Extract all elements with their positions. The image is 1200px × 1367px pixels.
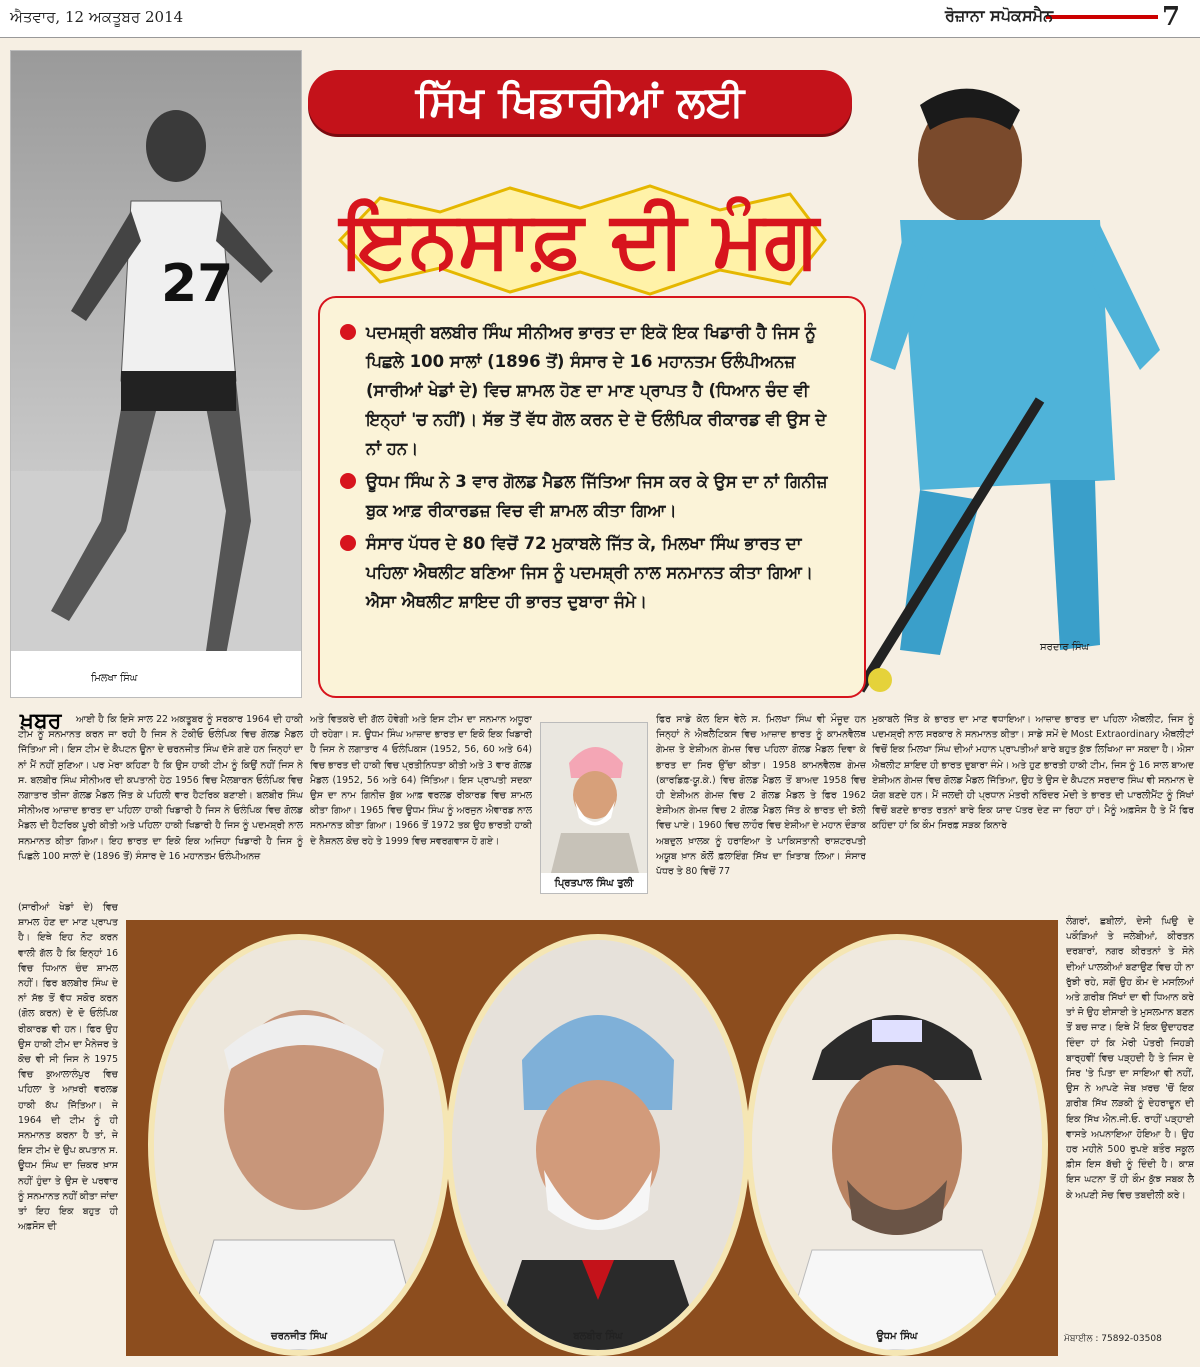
- balbir-portrait: [446, 934, 750, 1356]
- header-date: ਐਤਵਾਰ, 12 ਅਕਤੂਬਰ 2014: [10, 8, 184, 26]
- pritpal-photo: [540, 722, 648, 894]
- bullet-icon: [340, 473, 356, 489]
- charanjit-portrait: [148, 934, 450, 1356]
- udham-portrait: [746, 934, 1048, 1356]
- author-mobile: ਮੋਬਾਈਲ : 75892-03508: [1064, 1334, 1162, 1344]
- bullet-icon: [340, 535, 356, 551]
- headline-line2: ਇਨਸਾਫ਼ ਦੀ ਮੰਗ: [341, 195, 819, 285]
- header-page-number: 7: [1162, 2, 1181, 32]
- udham-caption: ਊਧਮ ਸਿੰਘ: [876, 1331, 918, 1342]
- article-col1-top: ਆਈ ਹੈ ਕਿ ਇਸੇ ਸਾਲ 22 ਅਕਤੂਬਰ ਨੂੰ ਸਰਕਾਰ 1964 ਦੀ ਹਾਕੀ ਟੀਮ ਨੂੰ ਸਨਮਾਨਤ ਕਰਨ ਜਾ ਰਹੀ ਹੈ ਜਿਸ ਨੇ ਟੋਕੀਓ ਓਲੰਪਿਕ ਵਿਚ ਗੋਲਡ ਮੈਡਲ ਜਿੱਤਿਆ ਸੀ। ਇਸ ਟੀਮ ਦੇ ਕੈਪਟਨ ਊਨਾ ਦੇ ਚਰਨਜੀਤ ਸਿੰਘ ਦੱਸੇ ਗਏ ਹਨ ਜਿਨ੍ਹਾਂ ਦਾ ਨਾਂ ਮੈਂ ਨਹੀਂ ਸੁਣਿਆ। ਪਰ ਮੇਰਾ ਕਹਿਣਾ ਹੈ ਕਿ ਉਸ ਹਾਕੀ ਟੀਮ ਨੂੰ ਕਿਉਂ ਨਹੀਂ ਜਿਸ ਨੇ ਸ. ਬਲਬੀਰ ਸਿੰਘ ਸੀਨੀਅਰ ਦੀ ਕਪਤਾਨੀ ਹੇਠ 1956 ਵਿਚ ਮੈਲਬਾਰਨ ਓਲੰਪਿਕ ਵਿਚ ਲਗਾਤਾਰ ਤੀਜਾ ਗੋਲਡ ਮੈਡਲ ਜਿੱਤ ਕੇ ਪਹਿਲੀ ਵਾਰ ਹੈਟਰਿਕ ਬਣਾਈ। ਬਲਬੀਰ ਸਿੰਘ ਸੀਨੀਅਰ ਆਜ਼ਾਦ ਭਾਰਤ ਦਾ ਪਹਿਲਾ ਹਾਕੀ ਖਿਡਾਰੀ ਹੈ ਜਿਸ ਨੇ ਓਲੰਪਿਕ ਵਿਚ ਗੋਲਡ ਮੈਡਲ ਦੀ ਹੈਟਰਿਕ ਪੂਰੀ ਕੀਤੀ ਅਤੇ ਪਹਿਲਾ ਹਾਕੀ ਖਿਡਾਰੀ ਹੈ ਜਿਸ ਨੂੰ ਪਦਮਸ਼੍ਰੀ ਨਾਲ ਸਨਮਾਨਤ ਕੀਤਾ ਗਿਆ। ਇਹ ਭਾਰਤ ਦਾ ਇਕੋ ਇਕ ਅਜਿਹਾ ਖਿਡਾਰੀ ਹੈ ਜਿਸ ਨੂੰ ਪਿਛਲੇ 100 ਸਾਲਾਂ ਦੇ (1896 ਤੋਂ) ਸੰਸਾਰ ਦੇ 16 ਮਹਾਨਤਮ ਓਲੰਪੀਅਨਜ਼: [18, 714, 303, 862]
- sardar-photo: [860, 50, 1196, 700]
- runner-figure: [11, 51, 302, 698]
- article-col1-narrow: (ਸਾਰੀਆਂ ਖੇਡਾਂ ਦੇ) ਵਿਚ ਸ਼ਾਮਲ ਹੋਣ ਦਾ ਮਾਣ ਪ੍ਰਾਪਤ ਹੈ। ਇਥੇ ਇਹ ਨੋਟ ਕਰਨ ਵਾਲੀ ਗੱਲ ਹੈ ਕਿ ਇਨ੍ਹਾਂ 16 ਵਿਚ ਧਿਆਨ ਚੰਦ ਸ਼ਾਮਲ ਨਹੀਂ। ਫਿਰ ਬਲਬੀਰ ਸਿੰਘ ਦੇ ਨਾਂ ਸੱਭ ਤੋਂ ਵੱਧ ਸਕੋਰ ਕਰਨ (ਗੋਲ ਕਰਨ) ਦੇ ਦੋ ਓਲੰਪਿਕ ਰੀਕਾਰਡ ਵੀ ਹਨ। ਫਿਰ ਉਹ ਉਸ ਹਾਕੀ ਟੀਮ ਦਾ ਮੈਨੇਜਰ ਤੇ ਕੋਚ ਵੀ ਸੀ ਜਿਸ ਨੇ 1975 ਵਿਚ ਕੁਆਲਾਲੰਪੁਰ ਵਿਚ ਪਹਿਲਾ ਤੇ ਆਖ਼ਰੀ ਵਰਲਡ ਹਾਕੀ ਕੱਪ ਜਿੱਤਿਆ। ਜੇ 1964 ਦੀ ਟੀਮ ਨੂੰ ਹੀ ਸਨਮਾਨਤ ਕਰਨਾ ਹੈ ਤਾਂ, ਜੇ ਇਸ ਟੀਮ ਦੇ ਉਪ ਕਪਤਾਨ ਸ. ਊਧਮ ਸਿੰਘ ਦਾ ਜ਼ਿਕਰ ਖ਼ਾਸ ਨਹੀਂ ਹੁੰਦਾ ਤੇ ਉਸ ਦੇ ਪਰਵਾਰ ਨੂੰ ਸਨਮਾਨਤ ਨਹੀਂ ਕੀਤਾ ਜਾਂਦਾ ਤਾਂ ਇਹ ਇਕ ਬਹੁਤ ਹੀ ਅਫ਼ਸੋਸ ਦੀ: [18, 902, 118, 1233]
- charanjit-caption: ਚਰਨਜੀਤ ਸਿੰਘ: [271, 1331, 327, 1342]
- highlight-box: [318, 296, 866, 698]
- hockey-player-figure: [860, 50, 1196, 700]
- balbir-figure: [452, 940, 744, 1350]
- header-paper-name: ਰੋਜ਼ਾਨਾ ਸਪੋਕਸਮੈਨ: [945, 6, 1054, 25]
- milkha-caption: ਮਿਲਖਾ ਸਿੰਘ: [91, 673, 138, 684]
- highlight-item: ਊਧਮ ਸਿੰਘ ਨੇ 3 ਵਾਰ ਗੋਲਡ ਮੈਡਲ ਜਿੱਤਿਆ ਜਿਸ ਕਰ ਕੇ ਉਸ ਦਾ ਨਾਂ ਗਿਨੀਜ਼ ਬੁਕ ਆਫ਼ ਰੀਕਾਰਡਜ਼ ਵਿਚ ਵੀ ਸ਼ਾਮਲ ਕੀਤਾ ਗਿਆ।: [340, 467, 844, 525]
- article-col4-narrow: ਲੰਗਰਾਂ, ਛਬੀਲਾਂ, ਦੇਸੀ ਘਿਉ ਦੇ ਪਕੌੜਿਆਂ ਤੇ ਜਲੇਬੀਆਂ, ਕੀਰਤਨ ਦਰਬਾਰਾਂ, ਨਗਰ ਕੀਰਤਨਾਂ ਤੇ ਸੋਨੇ ਦੀਆਂ ਪਾਲਕੀਆਂ ਬਣਾਉਣ ਵਿਚ ਹੀ ਨਾ ਰੁੱਝੀ ਰਹੇ, ਸਗੋਂ ਉਹ ਕੌਮ ਦੇ ਮਸਲਿਆਂ ਅਤੇ ਗ਼ਰੀਬ ਸਿੱਖਾਂ ਦਾ ਵੀ ਧਿਆਨ ਕਰੇ ਤਾਂ ਜੋ ਉਹ ਈਸਾਈ ਤੇ ਮੁਸਲਮਾਨ ਬਣਨ ਤੋਂ ਬਚ ਜਾਣ। ਇਥੇ ਮੈਂ ਇਕ ਉਦਾਹਰਣ ਦਿੰਦਾ ਹਾਂ ਕਿ ਮੇਰੀ ਪੋਤਰੀ ਜਿਹੜੀ ਬਾਰ੍ਹਵੀਂ ਵਿਚ ਪੜ੍ਹਦੀ ਹੈ ਤੇ ਜਿਸ ਦੇ ਸਿਰ 'ਤੇ ਪਿਤਾ ਦਾ ਸਾਇਆ ਵੀ ਨਹੀਂ, ਉਸ ਨੇ ਆਪਣੇ ਜੇਬ ਖ਼ਰਚ 'ਚੋਂ ਇਕ ਗ਼ਰੀਬ ਸਿੱਖ ਲੜਕੀ ਨੂੰ ਦੇਹਰਾਦੂਨ ਦੀ ਇਕ ਸਿੱਖ ਐਨ.ਜੀ.ਓ. ਰਾਹੀਂ ਪੜ੍ਹਾਈ ਵਾਸਤੇ ਅਪਨਾਇਆ ਹੋਇਆ ਹੈ। ਉਹ ਹਰ ਮਹੀਨੇ 500 ਰੁਪਏ ਬਤੌਰ ਸਕੂਲ ਫ਼ੀਸ ਇਸ ਬੱਚੀ ਨੂੰ ਦਿੰਦੀ ਹੈ। ਕਾਸ਼ ਇਸ ਘਟਨਾ ਤੋਂ ਹੀ ਕੌਮ ਕੁੱਝ ਸਬਕ ਲੈ ਕੇ ਅਪਣੀ ਸੋਚ ਵਿਚ ਤਬਦੀਲੀ ਕਰੇ।: [1066, 916, 1194, 1201]
- headline-main: [320, 180, 840, 300]
- milkha-photo: [10, 50, 302, 698]
- highlight-item: ਪਦਮਸ਼੍ਰੀ ਬਲਬੀਰ ਸਿੰਘ ਸੀਨੀਅਰ ਭਾਰਤ ਦਾ ਇਕੋ ਇਕ ਖਿਡਾਰੀ ਹੈ ਜਿਸ ਨੂੰ ਪਿਛਲੇ 100 ਸਾਲਾਂ (1896 ਤੋਂ) ਸੰਸਾਰ ਦੇ 16 ਮਹਾਨਤਮ ਓਲੰਪੀਅਨਜ਼ (ਸਾਰੀਆਂ ਖੇਡਾਂ ਦੇ) ਵਿਚ ਸ਼ਾਮਲ ਹੋਣ ਦਾ ਮਾਣ ਪ੍ਰਾਪਤ ਹੈ (ਧਿਆਨ ਚੰਦ ਵੀ ਇਨ੍ਹਾਂ 'ਚ ਨਹੀਂ)। ਸੱਭ ਤੋਂ ਵੱਧ ਗੋਲ ਕਰਨ ਦੇ ਦੋ ਓਲੰਪਿਕ ਰੀਕਾਰਡ ਵੀ ਉਸ ਦੇ ਨਾਂ ਹਨ।: [340, 318, 844, 463]
- udham-figure: [752, 940, 1042, 1350]
- article-col4: ਮੁਕਾਬਲੇ ਜਿੱਤ ਕੇ ਭਾਰਤ ਦਾ ਮਾਣ ਵਧਾਇਆ। ਆਜ਼ਾਦ ਭਾਰਤ ਦਾ ਪਹਿਲਾ ਐਥਲੀਟ, ਜਿਸ ਨੂੰ ਪਦਮਸ਼੍ਰੀ ਨਾਲ ਸਰਕਾਰ ਨੇ ਸਨਮਾਨਤ ਕੀਤਾ। ਸਾਡੇ ਸਮੇਂ ਦੇ Most Extraordinary ਐਥਲੀਟਾਂ ਵਿਚੋਂ ਇਕ ਮਿਲਖਾ ਸਿੰਘ ਦੀਆਂ ਮਹਾਨ ਪ੍ਰਾਪਤੀਆਂ ਬਾਰੇ ਬਹੁਤ ਕੁੱਝ ਲਿਖਿਆ ਜਾ ਸਕਦਾ ਹੈ। ਐਸਾ ਐਥਲੀਟ ਸ਼ਾਇਦ ਹੀ ਭਾਰਤ ਦੁਬਾਰਾ ਜੰਮੇ। ਅਤੇ ਹੁਣ ਭਾਰਤੀ ਹਾਕੀ ਟੀਮ, ਜਿਸ ਨੂੰ 16 ਸਾਲ ਬਾਅਦ ਏਸ਼ੀਅਨ ਗੇਮਜ਼ ਵਿਚ ਗੋਲਡ ਮੈਡਲ ਜਿੱਤਿਆ, ਉਹ ਤੇ ਉਸ ਦੇ ਕੈਪਟਨ ਸਰਦਾਰ ਸਿੰਘ ਵੀ ਸਨਮਾਨ ਦੇ ਯੋਗ ਬਣਦੇ ਹਨ। ਮੈਂ ਜਲਦੀ ਹੀ ਪ੍ਰਧਾਨ ਮੰਤਰੀ ਨਰਿੰਦਰ ਮੋਦੀ ਤੇ ਭਾਰਤ ਦੀ ਪਾਰਲੀਮੈਂਟ ਨੂੰ ਸਿੱਖਾਂ ਵਿਚੋਂ ਬਣਦੇ ਭਾਰਤ ਰਤਨਾਂ ਬਾਰੇ ਇਕ ਯਾਦ ਪੱਤਰ ਦੇਣ ਜਾ ਰਿਹਾ ਹਾਂ। ਮੈਨੂੰ ਅਫ਼ਸੋਸ ਹੈ ਤੇ ਮੈਂ ਫਿਰ ਕਹਿੰਦਾ ਹਾਂ ਕਿ ਕੌਮ ਸਿਰਫ਼ ਸੜਕ ਕਿਨਾਰੇ: [872, 714, 1194, 832]
- article-kicker: ਖ਼ਬਰ: [20, 708, 62, 734]
- bullet-icon: [340, 324, 356, 340]
- pritpal-caption: ਪ੍ਰਿਤਪਾਲ ਸਿੰਘ ਤੁਲੀ: [554, 878, 634, 889]
- header-accent-bar: [1046, 15, 1158, 19]
- pritpal-figure: [541, 723, 648, 873]
- svg-text:27: 27: [161, 254, 234, 314]
- article-col2: ਅਤੇ ਵਿਤਕਰੇ ਦੀ ਗੱਲ ਹੋਵੇਗੀ ਅਤੇ ਇਸ ਟੀਮ ਦਾ ਸਨਮਾਨ ਅਧੂਰਾ ਹੀ ਰਹੇਗਾ। ਸ. ਊਧਮ ਸਿੰਘ ਆਜ਼ਾਦ ਭਾਰਤ ਦਾ ਇਕੋ ਇਕ ਖਿਡਾਰੀ ਹੈ ਜਿਸ ਨੇ ਲਗਾਤਾਰ 4 ਓਲੰਪਿਕਸ (1952, 56, 60 ਅਤੇ 64) ਵਿਚ ਭਾਰਤ ਦੀ ਹਾਕੀ ਵਿਚ ਪ੍ਰਤੀਨਿਧਤਾ ਕੀਤੀ ਅਤੇ 3 ਵਾਰ ਗੋਲਡ ਮੈਡਲ (1952, 56 ਅਤੇ 64) ਜਿੱਤਿਆ। ਇਸ ਪ੍ਰਾਪਤੀ ਸਦਕਾ ਉਸ ਦਾ ਨਾਮ ਗਿਨੀਜ਼ ਬੁੱਕ ਆਫ਼ ਵਰਲਡ ਰੀਕਾਰਡ ਵਿਚ ਸ਼ਾਮਲ ਕੀਤਾ ਗਿਆ। 1965 ਵਿਚ ਊਧਮ ਸਿੰਘ ਨੂੰ ਅਰਜੁਨ ਐਵਾਰਡ ਨਾਲ ਸਨਮਾਨਤ ਕੀਤਾ ਗਿਆ। 1966 ਤੋਂ 1972 ਤਕ ਉਹ ਭਾਰਤੀ ਹਾਕੀ ਦੇ ਨੈਸ਼ਨਲ ਕੋਚ ਰਹੇ ਤੇ 1999 ਵਿਚ ਸਵਰਗਵਾਸ ਹੋ ਗਏ।: [310, 714, 532, 847]
- headline-banner: ਸਿੱਖ ਖਿਡਾਰੀਆਂ ਲਈ: [308, 70, 852, 134]
- portrait-panel: [126, 920, 1058, 1356]
- article-col3: ਫਿਰ ਸਾਡੇ ਕੋਲ ਇਸ ਵੇਲੇ ਸ. ਮਿਲਖਾ ਸਿੰਘ ਵੀ ਮੌਜੂਦ ਹਨ ਜਿਨ੍ਹਾਂ ਨੇ ਐਥਲੈਟਿਕਸ ਵਿਚ ਆਜ਼ਾਦ ਭਾਰਤ ਨੂੰ ਕਾਮਨਵੈਲਥ ਗੇਮਜ਼ ਤੇ ਏਸ਼ੀਅਨ ਗੇਮਜ਼ ਵਿਚ ਪਹਿਲਾ ਗੋਲਡ ਮੈਡਲ ਦਿਵਾ ਕੇ ਭਾਰਤ ਦਾ ਸਿਰ ਉੱਚਾ ਕੀਤਾ। 1958 ਕਾਮਨਵੈਲਥ ਗੇਮਜ਼ (ਕਾਰਡਿਫ਼-ਯੂ.ਕੇ.) ਵਿਚ ਗੋਲਡ ਮੈਡਲ ਤੋਂ ਬਾਅਦ 1958 ਵਿਚ ਹੀ ਏਸ਼ੀਅਨ ਗੇਮਜ਼ ਵਿਚ 2 ਗੋਲਡ ਮੈਡਲ ਤੇ ਫਿਰ 1962 ਏਸ਼ੀਅਨ ਗੇਮਜ਼ ਵਿਚ 2 ਗੋਲਡ ਮੈਡਲ ਜਿੱਤ ਕੇ ਭਾਰਤ ਦੀ ਝੋਲੀ ਵਿਚ ਪਾਏ। 1960 ਵਿਚ ਲਾਹੌਰ ਵਿਚ ਏਸ਼ੀਆ ਦੇ ਮਹਾਨ ਦੌੜਾਕ ਅਬਦੁਲ ਖ਼ਾਲਕ ਨੂੰ ਹਰਾਇਆ ਤੇ ਪਾਕਿਸਤਾਨੀ ਰਾਸ਼ਟਰਪਤੀ ਅਯੂਬ ਖ਼ਾਨ ਕੋਲੋਂ ਫ਼ਲਾਇੰਗ ਸਿੱਖ ਦਾ ਖ਼ਿਤਾਬ ਲਿਆ। ਸੰਸਾਰ ਪੱਧਰ ਤੇ 80 ਵਿਚੋਂ 77: [656, 714, 866, 878]
- balbir-caption: ਬਲਬੀਰ ਸਿੰਘ: [573, 1331, 623, 1342]
- sardar-caption: ਸਰਦਾਰ ਸਿੰਘ: [1040, 642, 1090, 653]
- highlight-item: ਸੰਸਾਰ ਪੱਧਰ ਦੇ 80 ਵਿਚੋਂ 72 ਮੁਕਾਬਲੇ ਜਿੱਤ ਕੇ, ਮਿਲਖਾ ਸਿੰਘ ਭਾਰਤ ਦਾ ਪਹਿਲਾ ਐਥਲੀਟ ਬਣਿਆ ਜਿਸ ਨੂੰ ਪਦਮਸ਼੍ਰੀ ਨਾਲ ਸਨਮਾਨਤ ਕੀਤਾ ਗਿਆ। ਐਸਾ ਐਥਲੀਟ ਸ਼ਾਇਦ ਹੀ ਭਾਰਤ ਦੁਬਾਰਾ ਜੰਮੇ।: [340, 529, 844, 616]
- charanjit-figure: [154, 940, 444, 1350]
